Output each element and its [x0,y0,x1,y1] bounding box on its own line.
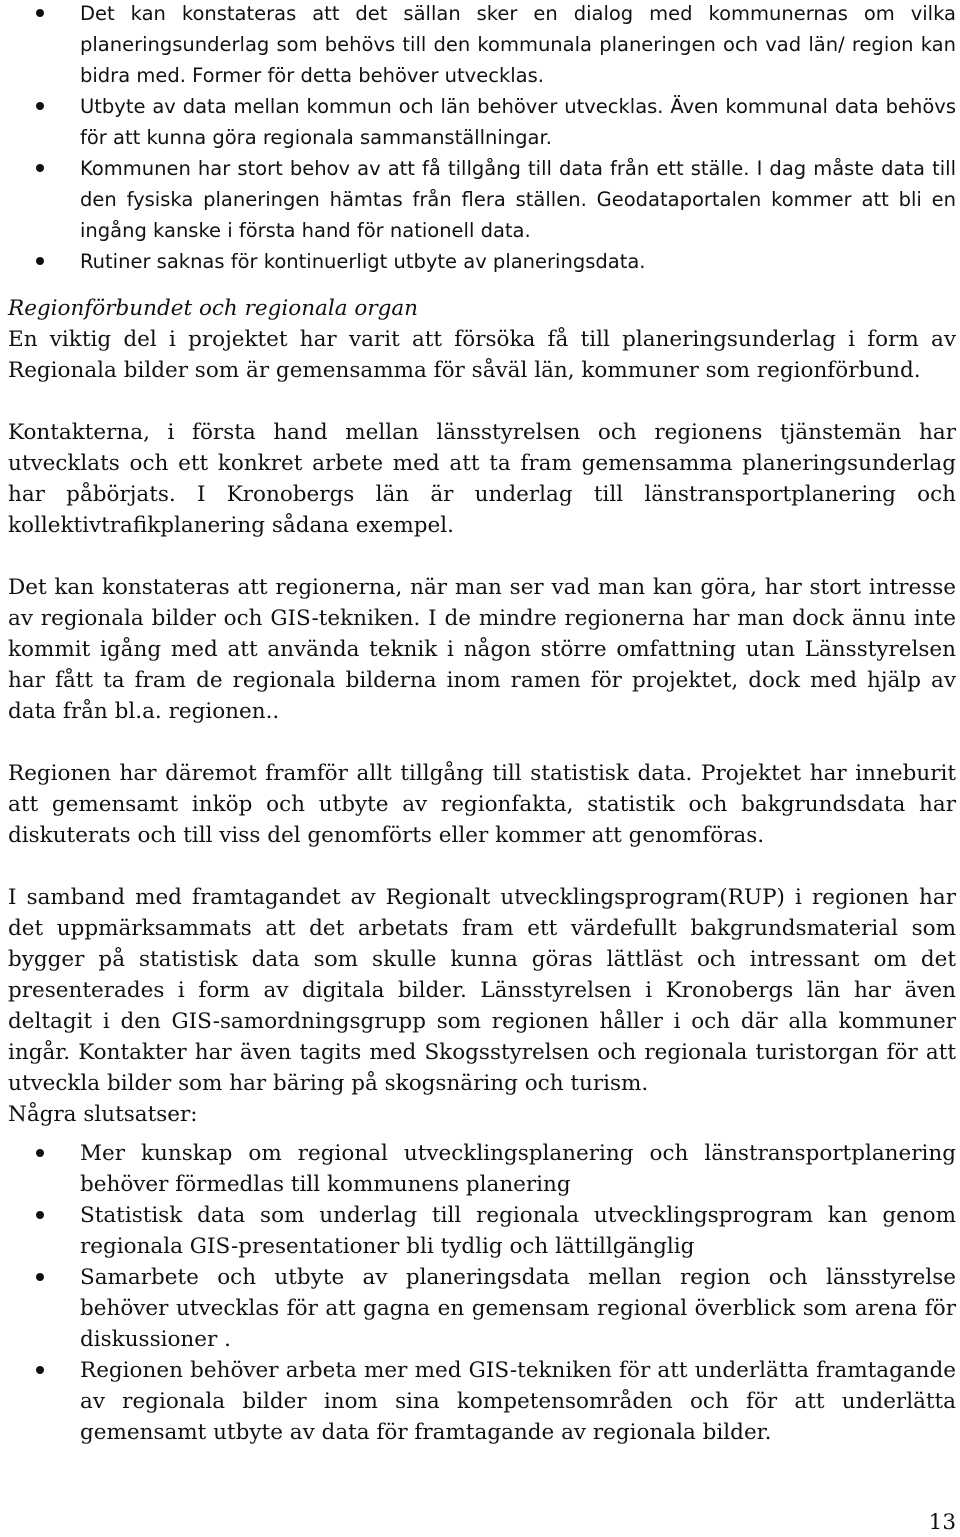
list-item: Regionen behöver arbeta mer med GIS-tekniken för att underlätta framtagande av regionala bilder inom sina kompetensområden och för att underlätta gemensamt utbyte av data för framtagande av regionala bilder. [8,1355,956,1448]
bullet-icon [36,257,44,265]
section-heading: Regionförbundet och regionala organ [8,296,419,321]
municipality-findings-list [8,0,956,277]
bullet-icon [36,9,44,17]
list-item: Det kan konstateras att det sällan sker en dialog med kommunernas om vilka planeringsunderlag som behövs till den kommunala planeringen och vad län/ region kan bidra med. Former för detta behöver utvecklas. [8,0,956,91]
conclusions-label: Några slutsatser: [8,1102,198,1127]
paragraph: Regionen har däremot framför allt tillgång till statistisk data. Projektet har inneburit att gemensamt inköp och utbyte av regionfakta, statistik och bakgrundsdata har diskuterats och till viss del genomförts eller kommer att genomföras. [8,761,956,848]
list-item: Statistisk data som underlag till regionala utvecklingsprogram kan genom regionala GIS-presentationer bli tydlig och lättillgänglig [8,1200,956,1262]
document-page [8,0,956,1448]
paragraph: Det kan konstateras att regionerna, när man ser vad man kan göra, har stort intresse av regionala bilder och GIS-tekniken. I de mindre regionerna har man dock ännu inte kommit igång med att använda teknik i någon större omfattning utan Länsstyrelsen har fått ta fram de regionala bilderna inom ramen för projektet, dock med hjälp av data från bl.a. regionen.. [8,575,956,724]
list-item: Rutiner saknas för kontinuerligt utbyte av planeringsdata. [8,246,956,277]
conclusions-list [8,1138,956,1448]
list-item: Utbyte av data mellan kommun och län behöver utvecklas. Även kommunal data behövs för att kunna göra regionala sammanställningar. [8,91,956,153]
bullet-icon [36,1366,44,1374]
list-item: Mer kunskap om regional utvecklingsplanering och länstransportplanering behöver förmedlas till kommunens planering [8,1138,956,1200]
list-item: Kommunen har stort behov av att få tillgång till data från ett ställe. I dag måste data till den fysiska planeringen hämtas från flera ställen. Geodataportalen kommer att bli en ingång kanske i första hand för nationell data. [8,153,956,246]
paragraph: En viktig del i projektet har varit att försöka få till planeringsunderlag i form av Regionala bilder som är gemensamma för såväl län, kommuner som regionförbund. [8,327,956,383]
bullet-icon [36,1211,44,1219]
bullet-icon [36,164,44,172]
bullet-icon [36,1273,44,1281]
bullet-icon [36,102,44,110]
list-item: Samarbete och utbyte av planeringsdata mellan region och länsstyrelse behöver utvecklas för att gagna en gemensam regional överblick som arena för diskussioner . [8,1262,956,1355]
paragraph: Kontakterna, i första hand mellan länsstyrelsen och regionens tjänstemän har utvecklats och ett konkret arbete med att ta fram gemensamma planeringsunderlag har påbörjats. I Kronobergs län är underlag till länstransportplanering och kollektivtrafikplanering sådana exempel. [8,420,956,538]
page-number: 13 [928,1510,956,1535]
bullet-icon [36,1149,44,1157]
paragraph: I samband med framtagandet av Regionalt utvecklingsprogram(RUP) i regionen har det uppmärksammats att det arbetats fram ett värdefullt bakgrundsmaterial som bygger på statistisk data som skulle kunna göras lättläst och intressant om det presenterades i form av digitala bilder. Länsstyrelsen i Kronobergs län har även deltagit i den GIS-samordningsgrupp som regionen håller i och där alla kommuner ingår. Kontakter har även tagits med Skogsstyrelsen och regionala turistorgan för att utveckla bilder som har bäring på skogsnäring och turism. [8,885,956,1096]
